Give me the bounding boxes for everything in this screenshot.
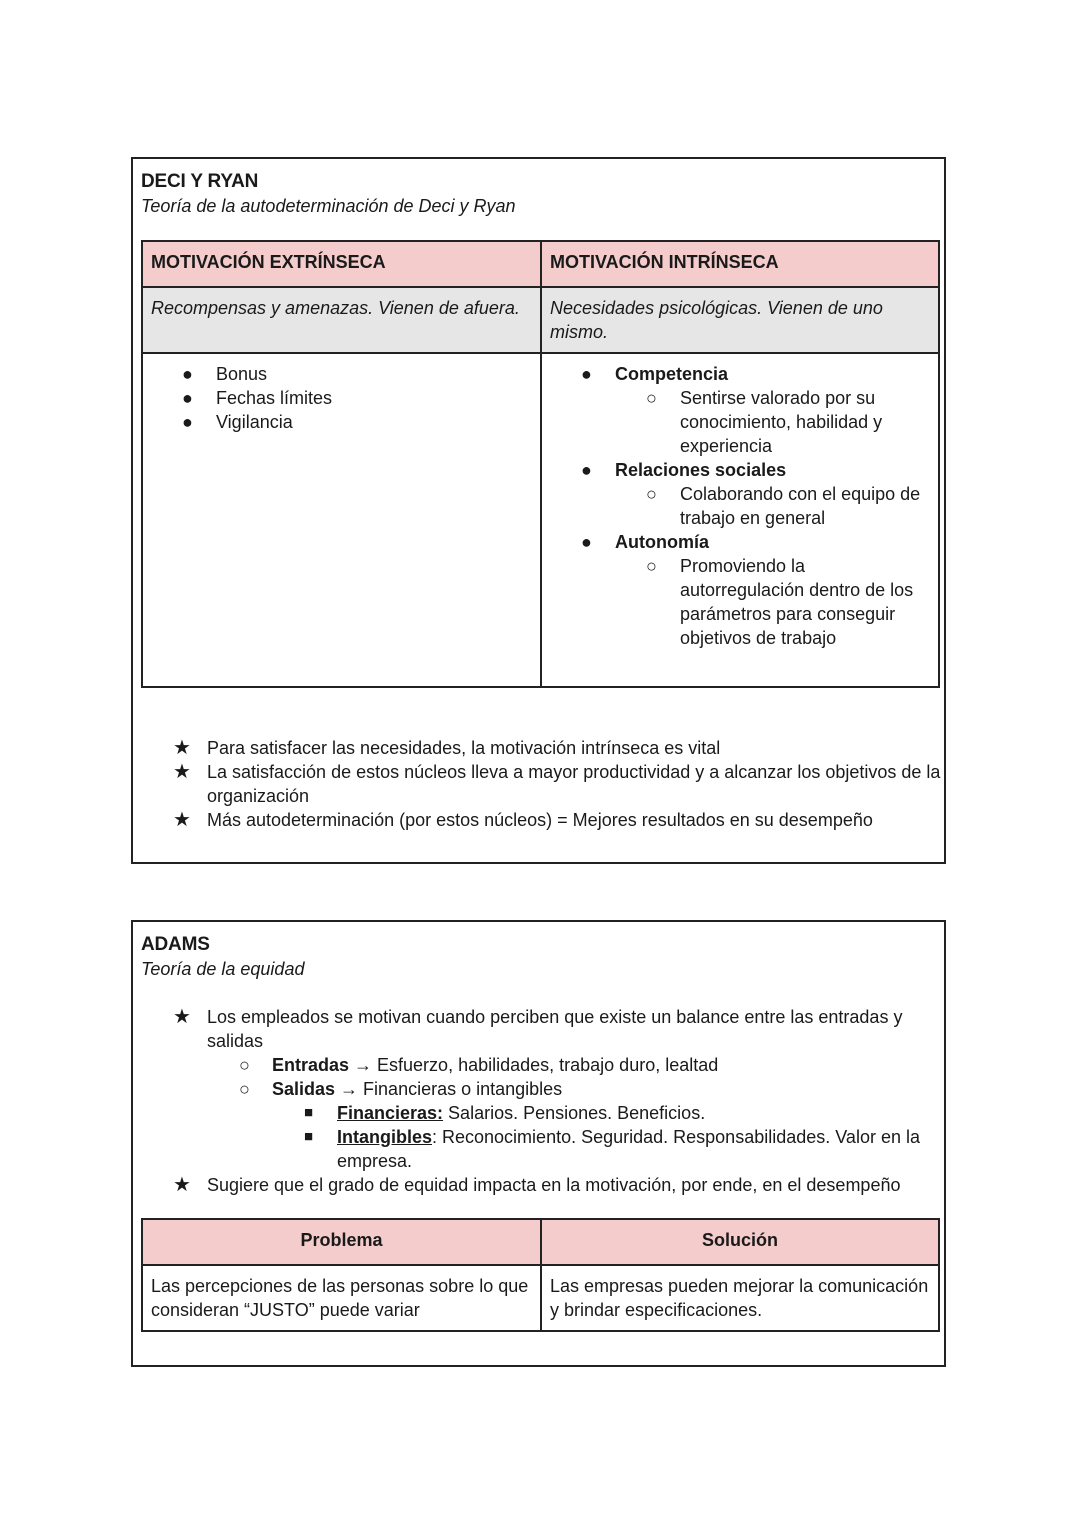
- bullet-icon: ●: [581, 532, 592, 552]
- note-item: ★ Sugiere que el grado de equidad impacta en la motivación, por ende, en el desempeño: [173, 1174, 901, 1196]
- square-bullet-icon: ■: [304, 1128, 314, 1145]
- list-subitem: ○ Colaborando con el equipo de trabajo en general: [646, 484, 921, 528]
- note-item: ★ Los empleados se motivan cuando perciben que existe un balance entre las entradas y salidas: [173, 1006, 903, 1051]
- extrinsic-list-cell: [142, 353, 541, 687]
- list-item: ● Competencia: [581, 364, 729, 384]
- bullet-icon: ●: [182, 388, 193, 408]
- star-icon: ★: [173, 737, 191, 759]
- bullet-icon: ●: [182, 412, 193, 432]
- square-bullet-icon: ■: [304, 1104, 314, 1121]
- list-subsubitem: ■ Intangibles: Reconocimiento. Seguridad. Responsabilidades. Valor en la empresa.: [304, 1127, 920, 1171]
- list-subitem: ○ Salidas → Financieras o intangibles: [239, 1079, 563, 1099]
- star-icon: ★: [173, 809, 191, 831]
- star-icon: ★: [173, 1006, 191, 1028]
- circle-bullet-icon: ○: [646, 556, 657, 576]
- star-icon: ★: [173, 761, 191, 783]
- solution-text: Las empresas pueden mejorar la comunicación y brindar especificaciones.: [541, 1265, 939, 1331]
- list-subsubitem: ■ Financieras: Salarios. Pensiones. Beneficios.: [304, 1103, 706, 1123]
- extrinsic-description: Recompensas y amenazas. Vienen de afuera.: [142, 287, 541, 353]
- list-item: ● Autonomía: [581, 532, 709, 552]
- list-subitem: ○ Sentirse valorado por su conocimiento, habilidad y experiencia: [646, 388, 883, 456]
- list-subitem: ○ Promoviendo la autorregulación dentro de los parámetros para conseguir objetivos de trabajo: [646, 556, 914, 648]
- list-item: ● Fechas límites: [182, 388, 333, 408]
- extrinsic-header: MOTIVACIÓN EXTRÍNSECA: [142, 241, 541, 287]
- motivation-table: [141, 240, 940, 688]
- deci-ryan-section: [131, 157, 946, 864]
- note-item: ★ Para satisfacer las necesidades, la motivación intrínseca es vital: [173, 737, 721, 759]
- star-icon: ★: [173, 1174, 191, 1196]
- note-item: ★ La satisfacción de estos núcleos lleva a mayor productividad y a alcanzar los objetivos de la organización: [173, 761, 941, 806]
- list-subitem: ○ Entradas → Esfuerzo, habilidades, trabajo duro, lealtad: [239, 1055, 719, 1075]
- solution-header: Solución: [541, 1219, 939, 1265]
- list-item: ● Relaciones sociales: [581, 460, 787, 480]
- intrinsic-header: MOTIVACIÓN INTRÍNSECA: [541, 241, 939, 287]
- problem-text: Las percepciones de las personas sobre lo que consideran “JUSTO” puede variar: [142, 1265, 541, 1331]
- intrinsic-description: Necesidades psicológicas. Vienen de uno mismo.: [541, 287, 939, 353]
- bullet-icon: ●: [182, 364, 193, 384]
- adams-section: [131, 920, 946, 1367]
- section-title: DECI Y RYAN: [141, 171, 259, 192]
- circle-bullet-icon: ○: [239, 1079, 250, 1099]
- section-subtitle: Teoría de la autodeterminación de Deci y Ryan: [141, 196, 516, 216]
- list-item: ● Bonus: [182, 364, 268, 384]
- bullet-icon: ●: [581, 364, 592, 384]
- section-title: ADAMS: [141, 934, 210, 955]
- deci-notes: [173, 736, 943, 832]
- note-item: ★ Más autodeterminación (por estos núcleos) = Mejores resultados en su desempeño: [173, 809, 873, 831]
- intrinsic-list-cell: [541, 353, 939, 687]
- bullet-icon: ●: [581, 460, 592, 480]
- circle-bullet-icon: ○: [646, 388, 657, 408]
- problem-header: Problema: [142, 1219, 541, 1265]
- circle-bullet-icon: ○: [646, 484, 657, 504]
- adams-points: [173, 1005, 943, 1197]
- section-subtitle: Teoría de la equidad: [141, 959, 305, 979]
- list-item: ● Vigilancia: [182, 412, 293, 432]
- problem-solution-table: [141, 1218, 940, 1332]
- circle-bullet-icon: ○: [239, 1055, 250, 1075]
